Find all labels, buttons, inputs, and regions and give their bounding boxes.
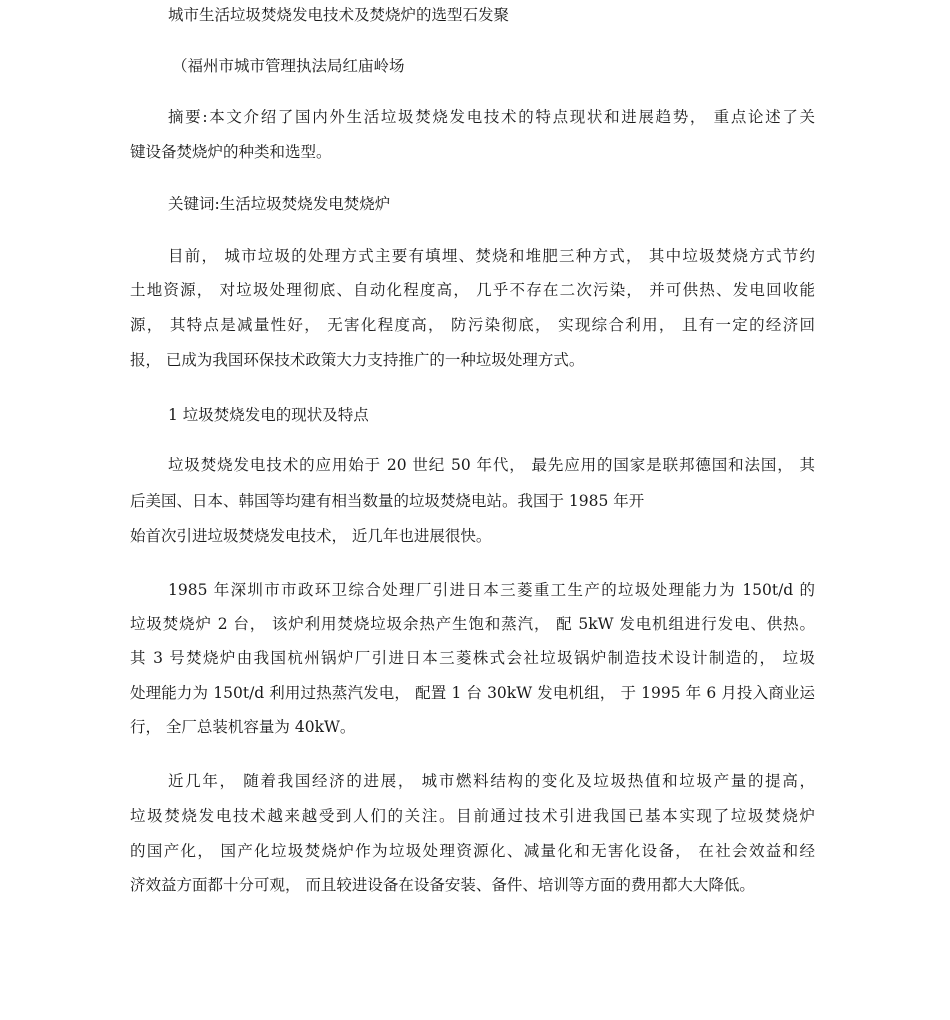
- paragraph-line: 目前， 城市垃圾的处理方式主要有填埋、焚烧和堆肥三种方式， 其中垃圾焚烧方式节约: [168, 247, 815, 265]
- paragraph-line: 源， 其特点是减量性好， 无害化程度高， 防污染彻底， 实现综合利用， 且有一定的经济回: [130, 316, 815, 334]
- paragraph-line: 后美国、日本、韩国等均建有相当数量的垃圾焚烧电站。我国于 1985 年开: [130, 492, 645, 510]
- paragraph-line: 济效益方面都十分可观， 而且较进设备在设备安装、备件、培训等方面的费用都大大降低。: [130, 876, 755, 894]
- paragraph-line: 其 3 号焚烧炉由我国杭州锅炉厂引进日本三菱株式会社垃圾锅炉制造技术设计制造的， 垃圾: [130, 649, 815, 667]
- paragraph-line: 垃圾焚烧发电技术的应用始于 20 世纪 50 年代， 最先应用的国家是联邦德国和法国， 其: [168, 456, 815, 474]
- paragraph-line: 处理能力为 150t/d 利用过热蒸汽发电， 配置 1 台 30kW 发电机组， 于 1995 年 6 月投入商业运: [130, 684, 815, 702]
- paragraph-line: 的国产化， 国产化垃圾焚烧炉作为垃圾处理资源化、减量化和无害化设备， 在社会效益和经: [130, 842, 815, 860]
- paragraph-line: 1985 年深圳市市政环卫综合处理厂引进日本三菱重工生产的垃圾处理能力为 150t/d 的: [168, 581, 815, 599]
- paragraph-line: 行， 全厂总装机容量为 40kW。: [130, 718, 356, 736]
- abstract-line: 键设备焚烧炉的种类和选型。: [130, 143, 332, 161]
- paragraph-line: 垃圾焚烧炉 2 台， 该炉利用焚烧垃圾余热产生饱和蒸汽， 配 5kW 发电机组进行发电、供热。: [130, 615, 815, 633]
- document-title: 城市生活垃圾焚烧发电技术及焚烧炉的选型石发聚: [168, 6, 510, 24]
- paragraph-line: 报， 已成为我国环保技术政策大力支持推广的一种垃圾处理方式。: [130, 351, 585, 369]
- keywords: 关键词:生活垃圾焚烧发电焚烧炉: [168, 195, 391, 213]
- paragraph-line: 始首次引进垃圾焚烧发电技术， 近几年也进展很快。: [130, 527, 492, 545]
- abstract-line: 摘要:本文介绍了国内外生活垃圾焚烧发电技术的特点现状和进展趋势， 重点论述了关: [168, 108, 815, 126]
- paragraph-line: 土地资源， 对垃圾处理彻底、自动化程度高， 几乎不存在二次污染， 并可供热、发电回收能: [130, 281, 815, 299]
- section-heading: 1 垃圾焚烧发电的现状及特点: [168, 406, 369, 424]
- author-affiliation: （福州市城市管理执法局红庙岭场: [172, 57, 405, 75]
- paragraph-line: 垃圾焚烧发电技术越来越受到人们的关注。目前通过技术引进我国已基本实现了垃圾焚烧炉: [130, 807, 815, 825]
- paragraph-line: 近几年， 随着我国经济的进展， 城市燃料结构的变化及垃圾热值和垃圾产量的提高，: [168, 772, 815, 790]
